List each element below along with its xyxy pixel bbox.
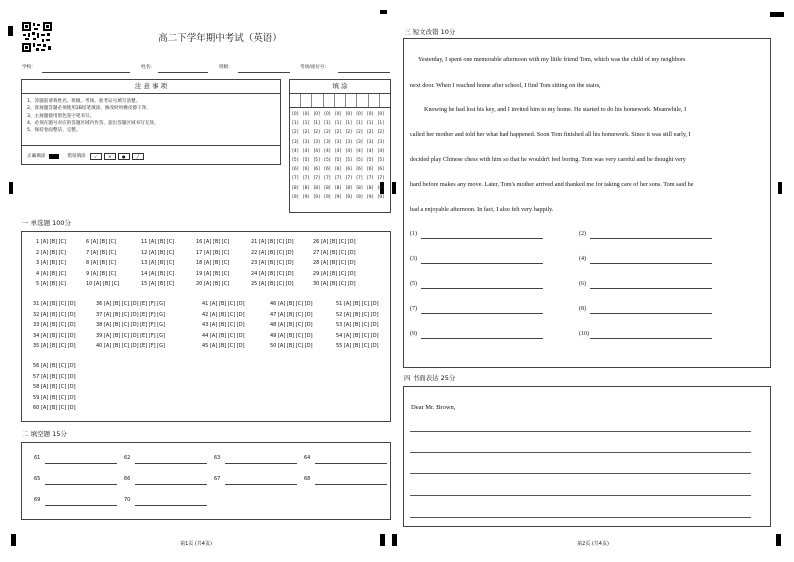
mc-question[interactable]: 35 [A] [B] [C] [D] [33, 343, 76, 350]
mc-question[interactable]: 27 [A] [B] [C] [D] [313, 249, 356, 256]
answer-number: (8) [579, 306, 586, 312]
id-fill-box [289, 79, 391, 213]
essay-line[interactable] [410, 495, 751, 496]
id-bubble[interactable]: [7] [367, 176, 374, 182]
id-bubble[interactable]: [1] [302, 121, 310, 127]
mc-question[interactable]: 54 [A] [B] [C] [D] [336, 332, 379, 339]
mc-question[interactable]: 40 [A] [B] [C] [D] [E] [F] [G] [96, 343, 165, 350]
mc-question[interactable]: 36 [A] [B] [C] [D] [E] [F] [G] [96, 301, 165, 307]
id-bubble[interactable]: [4] [292, 148, 299, 154]
id-bubble-row [290, 138, 390, 147]
id-bubble[interactable]: [2] [313, 130, 320, 136]
id-bubble[interactable]: [8] [334, 185, 342, 191]
id-bubble[interactable]: [6] [345, 167, 352, 173]
answer-number: (1) [410, 231, 417, 237]
id-bubble-row [290, 128, 390, 137]
passage-line: Yesterday, I spent one memorable afternoon with my little friend Tom, which was the child of my neighbors [418, 56, 686, 63]
mc-block-1 [36, 237, 375, 290]
mc-question[interactable]: 56 [A] [B] [C] [D] [33, 363, 76, 369]
id-bubble[interactable]: [8] [367, 185, 374, 191]
exam-title: 高二下学年期中考试（英语） [158, 33, 282, 44]
fill-number: 62 [124, 455, 131, 461]
mc-question[interactable]: 8 [A] [B] [C] [86, 260, 116, 267]
id-bubble-row [290, 165, 390, 174]
id-bubble[interactable]: [4] [302, 148, 310, 154]
mc-question[interactable]: 24 [A] [B] [C] [D] [251, 270, 294, 277]
id-bubble[interactable]: [6] [377, 167, 384, 173]
timing-mark [392, 182, 396, 194]
answer-number: (5) [410, 281, 417, 287]
mc-column [36, 237, 86, 290]
id-bubble[interactable]: [3] [292, 139, 299, 145]
mc-question[interactable]: 13 [A] [B] [C] [141, 260, 175, 267]
notice-item: 3、主观题使用黑色签字笔书写。 [27, 113, 95, 119]
id-blank-row [290, 94, 390, 108]
answer-blank[interactable] [421, 338, 543, 339]
passage-line: next door. When I reached home after school, I find Tom sitting on the stairs, [410, 82, 601, 89]
mc-section-title: 一 单选题 100分 [22, 219, 72, 227]
mc-question[interactable]: 48 [A] [B] [C] [D] [270, 322, 313, 329]
passage-line: decided play Chinese chess with him so that he wouldn't feel boring. Tom was very careful and he thought very [410, 156, 686, 163]
mc-question[interactable]: 45 [A] [B] [C] [D] [202, 343, 245, 350]
mc-question[interactable]: 55 [A] [B] [C] [D] [336, 343, 379, 350]
school-field[interactable] [42, 72, 130, 73]
id-bubble[interactable]: [4] [377, 148, 384, 154]
correct-fill-label: 正确填涂 [27, 154, 46, 159]
class-label: 班级: [219, 65, 230, 70]
mc-block-2 [33, 299, 402, 352]
mc-question[interactable]: 38 [A] [B] [C] [D] [E] [F] [G] [96, 322, 165, 329]
id-bubble[interactable]: [5] [367, 157, 374, 163]
id-bubble[interactable]: [5] [302, 157, 310, 163]
mc-column [270, 299, 336, 352]
mc-question[interactable]: 39 [A] [B] [C] [D] [E] [F] [G] [96, 332, 165, 339]
wrong-fill-label: 错误填涂 [67, 154, 86, 159]
notice-heading: 注 意 事 项 [22, 80, 280, 94]
id-bubble[interactable]: [2] [367, 130, 374, 136]
passage-line: hard before makes any move. Later, Tom's mother arrived and thanked me for taking care of her sons. Tom said he [410, 181, 694, 188]
id-bubble-row [290, 174, 390, 183]
fill-number: 68 [304, 476, 311, 482]
id-bubble[interactable]: [7] [345, 176, 352, 182]
id-bubble[interactable]: [0] [345, 112, 352, 117]
id-bubble[interactable]: [0] [313, 112, 320, 117]
id-bubble[interactable]: [6] [356, 167, 363, 173]
id-bubble-row [290, 110, 390, 119]
id-bubble[interactable]: [0] [377, 112, 384, 117]
mc-block-3 [33, 361, 76, 414]
answer-number: (7) [410, 306, 417, 312]
fill-number: 63 [214, 455, 221, 461]
mc-question[interactable]: 50 [A] [B] [C] [D] [270, 343, 313, 350]
mc-question[interactable]: 9 [A] [B] [C] [86, 270, 116, 277]
id-bubble[interactable]: [9] [313, 194, 320, 200]
id-bubble-row [290, 193, 390, 202]
fill-number: 65 [34, 476, 41, 482]
mc-question[interactable]: 10 [A] [B] [C] [86, 281, 120, 288]
page-footer-1: 第1页 (共4页) [180, 541, 212, 547]
seat-field[interactable] [338, 72, 390, 73]
correction-box [403, 38, 771, 368]
mc-question[interactable]: 14 [A] [B] [C] [141, 270, 175, 277]
notice-item: 4、必须在题号对应的答题区域内作答，超出答题区域书写无效。 [27, 120, 159, 126]
answer-blank[interactable] [590, 288, 712, 289]
mc-question[interactable]: 25 [A] [B] [C] [D] [251, 281, 294, 288]
id-bubble[interactable]: [3] [367, 139, 374, 145]
id-bubble[interactable]: [4] [356, 148, 363, 154]
id-bubble[interactable]: [2] [356, 130, 363, 136]
answer-number: (4) [579, 256, 586, 262]
id-bubble[interactable]: [1] [356, 121, 363, 127]
timing-mark [770, 12, 784, 17]
id-bubble[interactable]: [1] [377, 121, 384, 127]
fill-blank[interactable] [135, 484, 207, 485]
id-bubble[interactable]: [2] [377, 130, 384, 136]
answer-number: (9) [410, 331, 417, 337]
mc-question[interactable]: 46 [A] [B] [C] [D] [270, 301, 313, 307]
id-bubble-row [290, 119, 390, 128]
id-bubble[interactable]: [0] [356, 112, 363, 117]
id-bubble[interactable]: [7] [356, 176, 363, 182]
id-bubble[interactable]: [9] [292, 194, 299, 200]
mc-question[interactable]: 47 [A] [B] [C] [D] [270, 311, 313, 318]
id-bubble[interactable]: [8] [313, 185, 320, 191]
id-bubble-row [290, 147, 390, 156]
mc-question[interactable]: 22 [A] [B] [C] [D] [251, 249, 294, 256]
id-bubble[interactable]: [8] [356, 185, 363, 191]
name-field[interactable] [158, 72, 208, 73]
writing-section-title: 四 书面表达 25分 [404, 374, 456, 382]
id-bubble[interactable]: [6] [367, 167, 374, 173]
mc-column [336, 299, 402, 352]
fill-number: 61 [34, 455, 41, 461]
id-bubble[interactable]: [7] [292, 176, 299, 182]
id-bubble[interactable]: [5] [313, 157, 320, 163]
answer-blank[interactable] [590, 313, 712, 314]
mc-question[interactable]: 51 [A] [B] [C] [D] [336, 301, 379, 307]
essay-line[interactable] [410, 452, 751, 453]
mc-question[interactable]: 23 [A] [B] [C] [D] [251, 260, 294, 267]
id-bubble[interactable]: [2] [345, 130, 352, 136]
id-bubble[interactable]: [6] [302, 167, 310, 173]
id-bubble[interactable]: [8] [377, 185, 384, 191]
fill-box [21, 442, 391, 520]
answer-blank[interactable] [590, 263, 712, 264]
mc-column [202, 299, 270, 352]
mc-question[interactable]: 16 [A] [B] [C] [196, 239, 230, 245]
school-label: 学校: [22, 65, 33, 70]
essay-line[interactable] [410, 431, 751, 432]
timing-mark [778, 182, 782, 194]
fill-blank[interactable] [315, 463, 387, 464]
essay-line[interactable] [410, 473, 751, 474]
answer-number: (2) [579, 231, 586, 237]
mc-question[interactable]: 52 [A] [B] [C] [D] [336, 311, 379, 318]
id-bubble[interactable]: [6] [324, 167, 331, 173]
mc-question[interactable]: 12 [A] [B] [C] [141, 249, 175, 256]
id-bubble[interactable]: [9] [302, 194, 310, 200]
fill-number: 64 [304, 455, 311, 461]
mc-question[interactable]: 49 [A] [B] [C] [D] [270, 332, 313, 339]
id-bubble[interactable]: [5] [377, 157, 384, 163]
id-bubble[interactable]: [8] [345, 185, 352, 191]
id-bubble[interactable]: [8] [302, 185, 310, 191]
fill-blank[interactable] [225, 463, 297, 464]
mc-question[interactable]: 2 [A] [B] [C] [36, 249, 66, 256]
mc-question[interactable]: 33 [A] [B] [C] [D] [33, 322, 76, 329]
fill-heading: 填 涂 [290, 80, 390, 94]
mc-question[interactable]: 3 [A] [B] [C] [36, 260, 66, 267]
id-bubble[interactable]: [0] [302, 112, 310, 117]
id-bubble[interactable]: [4] [345, 148, 352, 154]
id-bubble[interactable]: [3] [377, 139, 384, 145]
mc-question[interactable]: 26 [A] [B] [C] [D] [313, 239, 356, 245]
id-bubble[interactable]: [9] [334, 194, 342, 200]
id-bubble[interactable]: [5] [345, 157, 352, 163]
writing-box [403, 386, 771, 527]
id-bubble[interactable]: [1] [313, 121, 320, 127]
mc-box [21, 231, 391, 422]
seat-label: 考场/座位号: [300, 65, 327, 70]
passage-line: called her mother and told her what had happened. Soon Tom finished all his homework. Since it was still early, I [410, 131, 691, 138]
mc-question[interactable]: 4 [A] [B] [C] [36, 270, 66, 277]
check-mark-icon: ✓ [90, 153, 102, 160]
answer-blank[interactable] [421, 238, 543, 239]
fill-example [22, 145, 280, 166]
timing-mark [380, 10, 387, 14]
mc-question[interactable]: 21 [A] [B] [C] [D] [251, 239, 294, 245]
mc-question[interactable]: 34 [A] [B] [C] [D] [33, 332, 76, 339]
fill-number: 69 [34, 497, 41, 503]
fill-number: 70 [124, 497, 131, 503]
fill-number: 67 [214, 476, 221, 482]
id-bubble[interactable]: [8] [324, 185, 331, 191]
answer-number: (10) [579, 331, 589, 337]
id-bubble[interactable]: [9] [377, 194, 384, 200]
essay-line[interactable] [410, 517, 751, 518]
id-bubble[interactable]: [3] [313, 139, 320, 145]
mc-question[interactable]: 53 [A] [B] [C] [D] [336, 322, 379, 329]
notice-item: 5、保持卷面整洁、完整。 [27, 128, 81, 134]
fill-blank[interactable] [45, 505, 117, 506]
passage-line: had a enjoyable afternoon. In fact, I also felt very happily. [410, 206, 554, 213]
id-bubble[interactable]: [1] [324, 121, 331, 127]
correction-section-title: 三 短文改错 10分 [404, 28, 456, 36]
mc-question[interactable]: 1 [A] [B] [C] [36, 239, 66, 245]
mc-question[interactable]: 5 [A] [B] [C] [36, 281, 66, 288]
notice-item: 1、答题前请将姓名、班级、考场、准考证号填写清楚。 [27, 99, 141, 104]
mc-column [96, 299, 202, 352]
id-bubble[interactable]: [3] [345, 139, 352, 145]
id-bubble[interactable]: [9] [345, 194, 352, 200]
fill-blank[interactable] [135, 463, 207, 464]
id-bubble[interactable]: [3] [324, 139, 331, 145]
class-field[interactable] [238, 72, 290, 73]
id-bubble[interactable]: [6] [334, 167, 342, 173]
id-bubble[interactable]: [0] [334, 112, 342, 117]
answer-blank[interactable] [421, 313, 543, 314]
dot-mark-icon: ● [118, 153, 130, 160]
answer-number: (6) [579, 281, 586, 287]
id-bubble[interactable]: [1] [334, 121, 342, 127]
fill-blank[interactable] [225, 484, 297, 485]
id-bubble[interactable]: [3] [356, 139, 363, 145]
id-bubble[interactable]: [2] [302, 130, 310, 136]
id-bubble[interactable]: [7] [377, 176, 384, 182]
mc-column [196, 237, 251, 290]
id-bubble[interactable]: [5] [324, 157, 331, 163]
answer-blank[interactable] [590, 338, 712, 339]
fill-blank[interactable] [135, 505, 207, 506]
mc-column [86, 237, 141, 290]
id-bubble[interactable]: [9] [324, 194, 331, 200]
mc-question[interactable]: 43 [A] [B] [C] [D] [202, 322, 245, 329]
mc-question[interactable]: 44 [A] [B] [C] [D] [202, 332, 245, 339]
mc-question[interactable]: 29 [A] [B] [C] [D] [313, 270, 356, 277]
mc-column [251, 237, 313, 290]
notice-item: 2、客观题答题必须使用2B铅笔填涂，修改时用橡皮擦干净。 [27, 106, 151, 112]
id-bubble-grid[interactable] [290, 108, 390, 202]
mc-question[interactable]: 17 [A] [B] [C] [196, 249, 230, 256]
id-bubble[interactable]: [1] [345, 121, 352, 127]
id-bubble[interactable]: [6] [313, 167, 320, 173]
mc-question[interactable]: 19 [A] [B] [C] [196, 270, 230, 277]
answer-blank[interactable] [590, 238, 712, 239]
id-bubble[interactable]: [7] [324, 176, 331, 182]
passage-line: Knowing he had lost his key, and I invited him to my home. He started to do his homework. Meanwhile, I [424, 106, 687, 113]
mc-question[interactable]: 32 [A] [B] [C] [D] [33, 311, 76, 318]
id-bubble[interactable]: [2] [324, 130, 331, 136]
id-bubble[interactable]: [4] [313, 148, 320, 154]
name-label: 姓名: [141, 65, 152, 70]
id-bubble-row [290, 184, 390, 193]
mc-column [313, 237, 375, 290]
id-bubble[interactable]: [1] [367, 121, 374, 127]
answer-blank[interactable] [421, 288, 543, 289]
page-footer-2: 第2页 (共4页) [577, 541, 609, 547]
cross-mark-icon: ✕ [104, 153, 116, 160]
id-bubble[interactable]: [3] [334, 139, 342, 145]
id-bubble[interactable]: [0] [367, 112, 374, 117]
mc-question[interactable]: 41 [A] [B] [C] [D] [202, 301, 245, 307]
mc-column [141, 237, 196, 290]
mc-question[interactable]: 7 [A] [B] [C] [86, 249, 116, 256]
letter-greeting: Dear Mr. Brown, [411, 404, 456, 411]
id-bubble-row [290, 156, 390, 165]
id-bubble[interactable]: [4] [334, 148, 342, 154]
id-bubble[interactable]: [4] [367, 148, 374, 154]
mc-question[interactable]: 42 [A] [B] [C] [D] [202, 311, 245, 318]
id-bubble[interactable]: [5] [292, 157, 299, 163]
id-bubble[interactable]: [5] [356, 157, 363, 163]
id-bubble[interactable]: [9] [356, 194, 363, 200]
mc-question[interactable]: 37 [A] [B] [C] [D] [E] [F] [G] [96, 311, 165, 318]
mc-question[interactable]: 59 [A] [B] [C] [D] [33, 394, 76, 401]
id-bubble[interactable]: [5] [334, 157, 342, 163]
id-bubble[interactable]: [2] [292, 130, 299, 136]
fill-blank[interactable] [315, 484, 387, 485]
mc-question[interactable]: 6 [A] [B] [C] [86, 239, 116, 245]
id-bubble[interactable]: [0] [324, 112, 331, 117]
fill-blank[interactable] [45, 484, 117, 485]
mc-question[interactable]: 20 [A] [B] [C] [196, 281, 230, 288]
mc-question[interactable]: 11 [A] [B] [C] [141, 239, 175, 245]
fill-section-title: 二 填空题 15分 [22, 430, 67, 438]
mc-question[interactable]: 28 [A] [B] [C] [D] [313, 260, 356, 267]
mc-question[interactable]: 18 [A] [B] [C] [196, 260, 230, 267]
id-bubble[interactable]: [7] [334, 176, 342, 182]
id-bubble[interactable]: [6] [292, 167, 299, 173]
id-bubble[interactable]: [9] [367, 194, 374, 200]
fill-blank[interactable] [45, 463, 117, 464]
mc-column [33, 299, 96, 352]
id-bubble[interactable]: [1] [292, 121, 299, 127]
timing-mark [9, 182, 13, 194]
id-bubble[interactable]: [4] [324, 148, 331, 154]
mc-question[interactable]: 15 [A] [B] [C] [141, 281, 175, 288]
id-bubble[interactable]: [8] [292, 185, 299, 191]
notice-list [22, 94, 280, 134]
correct-fill-icon [49, 154, 59, 159]
mc-question[interactable]: 57 [A] [B] [C] [D] [33, 373, 76, 380]
slash-mark-icon: ╱ [132, 153, 144, 160]
mc-question[interactable]: 31 [A] [B] [C] [D] [33, 301, 76, 307]
id-bubble[interactable]: [0] [292, 112, 299, 117]
id-bubble[interactable]: [3] [302, 139, 310, 145]
answer-blank[interactable] [421, 263, 543, 264]
answer-number: (3) [410, 256, 417, 262]
mc-question[interactable]: 58 [A] [B] [C] [D] [33, 384, 76, 391]
id-bubble[interactable]: [2] [334, 130, 342, 136]
notice-box [21, 79, 281, 165]
id-bubble[interactable]: [7] [302, 176, 310, 182]
fill-number: 66 [124, 476, 131, 482]
mc-question[interactable]: 30 [A] [B] [C] [D] [313, 281, 356, 288]
id-bubble[interactable]: [7] [313, 176, 320, 182]
mc-question[interactable]: 60 [A] [B] [C] [D] [33, 405, 76, 412]
